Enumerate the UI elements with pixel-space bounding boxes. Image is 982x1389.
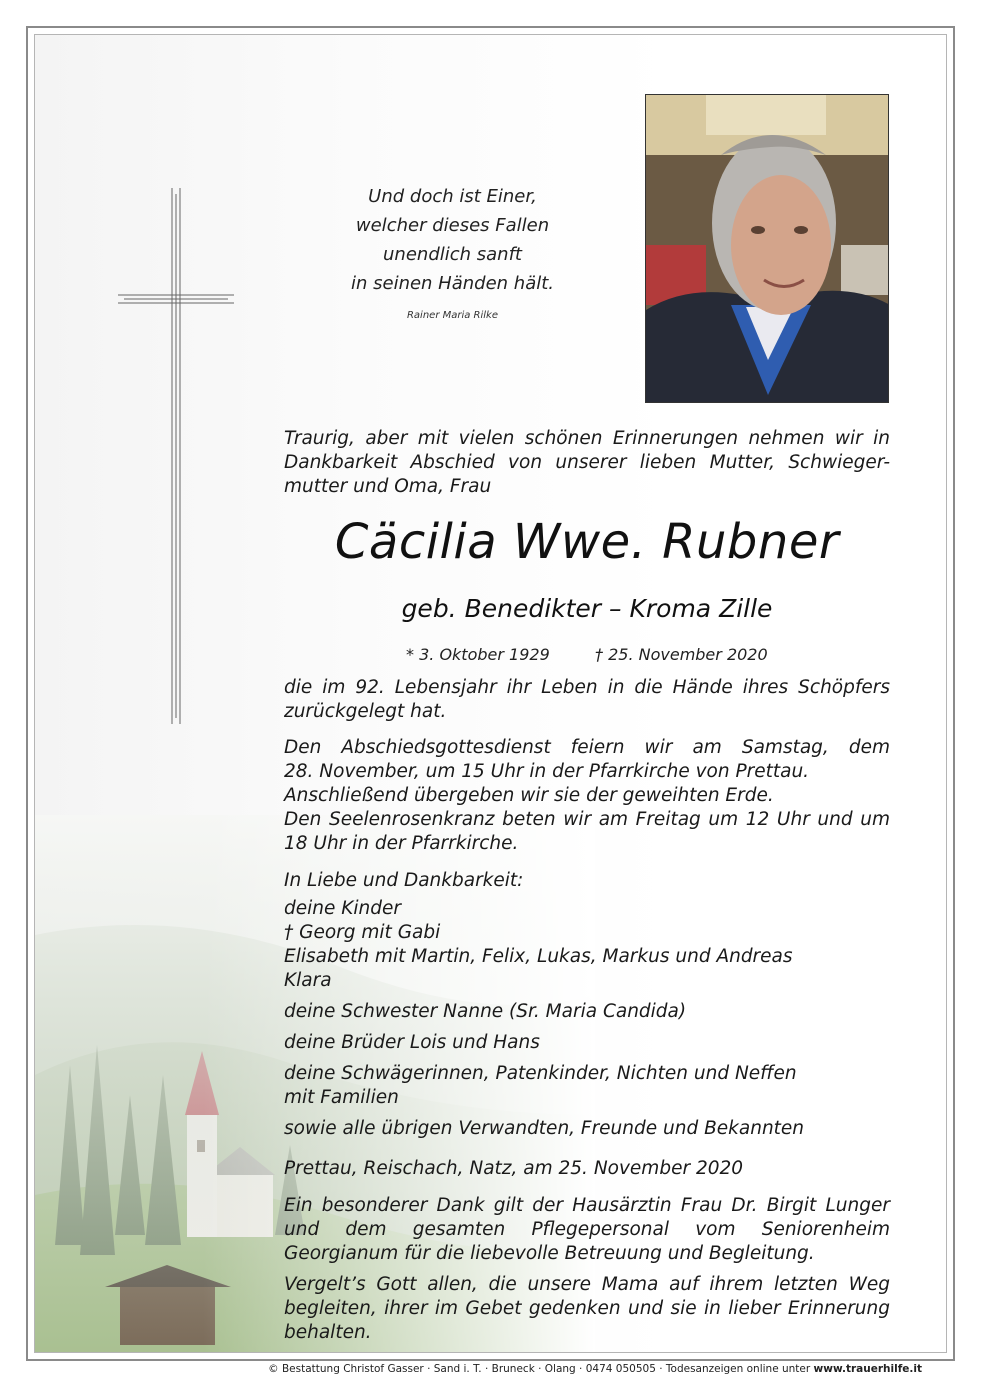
mourner-line: Elisabeth mit Martin, Felix, Lukas, Markus und Andreas <box>284 946 793 967</box>
cross-icon <box>118 188 234 724</box>
mourner-line: † Georg mit Gabi <box>284 922 441 943</box>
mourner-line: deine Brüder Lois und Hans <box>284 1032 540 1053</box>
funeral-line: Anschließend übergeben wir sie der geweihten Erde. <box>284 785 774 806</box>
quote-line: Und doch ist Einer, <box>368 186 537 207</box>
quote-line: unendlich sanft <box>383 244 522 265</box>
mourners <box>284 869 890 1141</box>
maiden-name: geb. Benedikter – Kroma Zille <box>401 594 773 623</box>
mourner-line: deine Schwester Nanne (Sr. Maria Candida) <box>284 1001 687 1022</box>
mourner-line: deine Kinder <box>284 898 401 919</box>
funeral-line: Den Seelenrosenkranz beten wir am Freitag um 12 Uhr und um <box>284 809 890 830</box>
thanks-text: Ein besonderer Dank gilt der Hausärztin Frau Dr. Birgit Lunger und dem gesamten Pflegepersonal vom Seniorenheim Georgianum für die liebevolle Betreuung und Begleitung. <box>284 1195 890 1264</box>
funeral-line: 28. November, um 15 Uhr in der Pfarrkirche von Prettau. <box>284 761 810 782</box>
closing-text: Vergelt’s Gott allen, die unsere Mama auf ihrem letzten Weg begleiten, ihrer im Gebet gedenken und sie in lieber Erinnerung behalten. <box>284 1274 890 1343</box>
life-text: die im 92. Lebensjahr ihr Leben in die Hände ihres Schöpfers zurückgelegt hat. <box>284 677 890 722</box>
mourners-heading: In Liebe und Dankbarkeit: <box>284 870 524 891</box>
quote <box>300 182 605 298</box>
birth-date: * 3. Oktober 1929 <box>406 645 550 664</box>
mourner-line: deine Schwägerinnen, Patenkinder, Nichten und Neffen <box>284 1063 797 1084</box>
funeral-line: 18 Uhr in der Pfarrkirche. <box>284 833 519 854</box>
funeral-line: Den Abschiedsgottesdienst feiern wir am Samstag, dem <box>284 737 890 758</box>
footer-text: © Bestattung Christof Gasser · Sand i. T. · Bruneck · Olang · 0474 050505 · Todesanzeigen online unter <box>268 1363 814 1375</box>
quote-line: in seinen Händen hält. <box>350 273 555 294</box>
deceased-name: Cäcilia Wwe. Rubner <box>334 514 840 570</box>
mourner-line: mit Familien <box>284 1087 399 1108</box>
footer-link[interactable]: www.trauerhilfe.it <box>813 1363 922 1375</box>
place-date: Prettau, Reischach, Natz, am 25. November 2020 <box>284 1158 744 1179</box>
footer <box>0 1363 922 1375</box>
funeral-info <box>284 736 890 856</box>
portrait-photo <box>645 94 889 403</box>
quote-line: welcher dieses Fallen <box>355 215 550 236</box>
intro-text: Traurig, aber mit vielen schönen Erinnerungen nehmen wir in Dankbarkeit Abschied von unserer lieben Mutter, Schwieger-mutter und Oma, Frau <box>284 428 890 497</box>
death-date: † 25. November 2020 <box>595 645 768 664</box>
quote-author: Rainer Maria Rilke <box>406 310 499 321</box>
mourner-line: Klara <box>284 970 332 991</box>
mourner-line: sowie alle übrigen Verwandten, Freunde und Bekannten <box>284 1118 805 1139</box>
